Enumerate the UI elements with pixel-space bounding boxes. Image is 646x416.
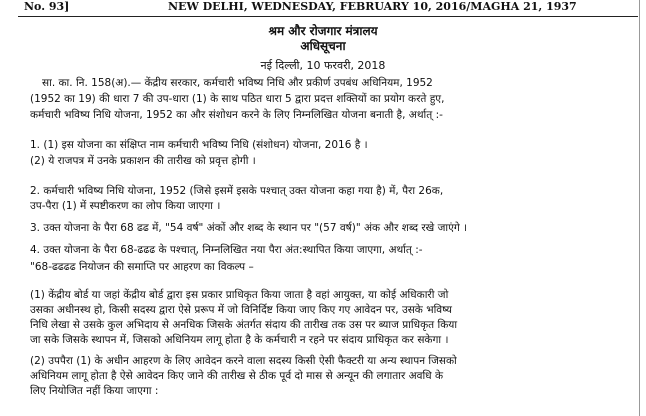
body-line: 2. कर्मचारी भविष्य निधि योजना, 1952 (जिसे इसमें इसके पश्चात् उक्त योजना कहा गया है) में, पैरा 26क, [30, 185, 444, 197]
body-line: उप-पैरा (1) में स्पष्टीकरण का लोप किया जाएगा । [30, 200, 221, 212]
body-line: निधि लेखा से उसके कुल अभिदाय से अनधिक जिसके अंतर्गत संदाय की तारीख तक उस पर ब्याज प्राधिकृत किया [30, 319, 458, 331]
gazette-header [18, 0, 638, 17]
body-line: उसका अधीनस्थ हो, किसी सदस्य द्वारा ऐसे प्ररूप में जो विनिर्दिष्ट किया जाए किए गए आवेदन पर, उसके भविष्य [30, 304, 452, 316]
dateline: NEW DELHI, WEDNESDAY, FEBRUARY 10, 2016/MAGHA 21, 1937 [168, 0, 577, 13]
page-number: No. 93] [24, 0, 70, 13]
body-line: (2) उपपैरा (1) के अधीन आहरण के लिए आवेदन करने वाला सदस्य किसी ऐसी फैक्टरी या अन्य स्थापन जिसको [30, 355, 457, 367]
body-line: अधिनियम लागू होता है ऐसे आवेदन किए जाने की तारीख से ठीक पूर्व दो मास से अन्यून की लगातार अवधि के [30, 370, 444, 382]
body-line: "68-ढढढढ नियोजन की समाप्ति पर आहरण का विकल्प – [30, 261, 254, 273]
body-line: 3. उक्त योजना के पैरा 68 ढढ में, "54 वर्ष" अंकों और शब्द के स्थान पर "(57 वर्ष)" अंक और शब्द रखे जाएंगे । [30, 222, 468, 234]
body-line: लिए नियोजित नहीं किया जाएगा : [30, 385, 159, 397]
body-line: (1) केंद्रीय बोर्ड या जहां केंद्रीय बोर्ड द्वारा इस प्रकार प्राधिकृत किया जाता है वहां आयुक्त, या कोई अधिकारी जो [30, 289, 449, 301]
body-line: कर्मचारी भविष्य निधि योजना, 1952 का और संशोधन करने के लिए निम्नलिखित योजना बनाती है, अर्थात् :- [30, 109, 443, 121]
notice-type: अधिसूचना [300, 39, 346, 53]
body-line: (2) ये राजपत्र में उनके प्रकाशन की तारीख को प्रवृत्त होगी । [30, 155, 256, 167]
ministry-title: श्रम और रोजगार मंत्रालय [268, 24, 378, 38]
page-edge [639, 0, 640, 416]
body-line: (1952 का 19) की धारा 7 की उप-धारा (1) के साथ पठित धारा 5 द्वारा प्रदत्त शक्तियों का प्रयोग करते हुए, [30, 93, 445, 105]
body-line: जा सके जिसके स्थापन में, जिसको अधिनियम लागू होता है के कर्मचारी न रहने पर संदाय प्राधिकृत कर सकेगा । [30, 334, 449, 346]
body-line: सा. का. नि. 158(अ).— केंद्रीय सरकार, कर्मचारी भविष्य निधि और प्रकीर्ण उपबंध अधिनियम, 1952 [42, 77, 433, 89]
notice-date: नई दिल्ली, 10 फरवरी, 2018 [260, 59, 386, 72]
body-line: 4. उक्त योजना के पैरा 68-ढढढ के पश्चात्, निम्नलिखित नया पैरा अंत:स्थापित किया जाएगा, अर्थात् :- [30, 244, 423, 256]
body-line: 1. (1) इस योजना का संक्षिप्त नाम कर्मचारी भविष्य निधि (संशोधन) योजना, 2016 है । [30, 139, 368, 151]
